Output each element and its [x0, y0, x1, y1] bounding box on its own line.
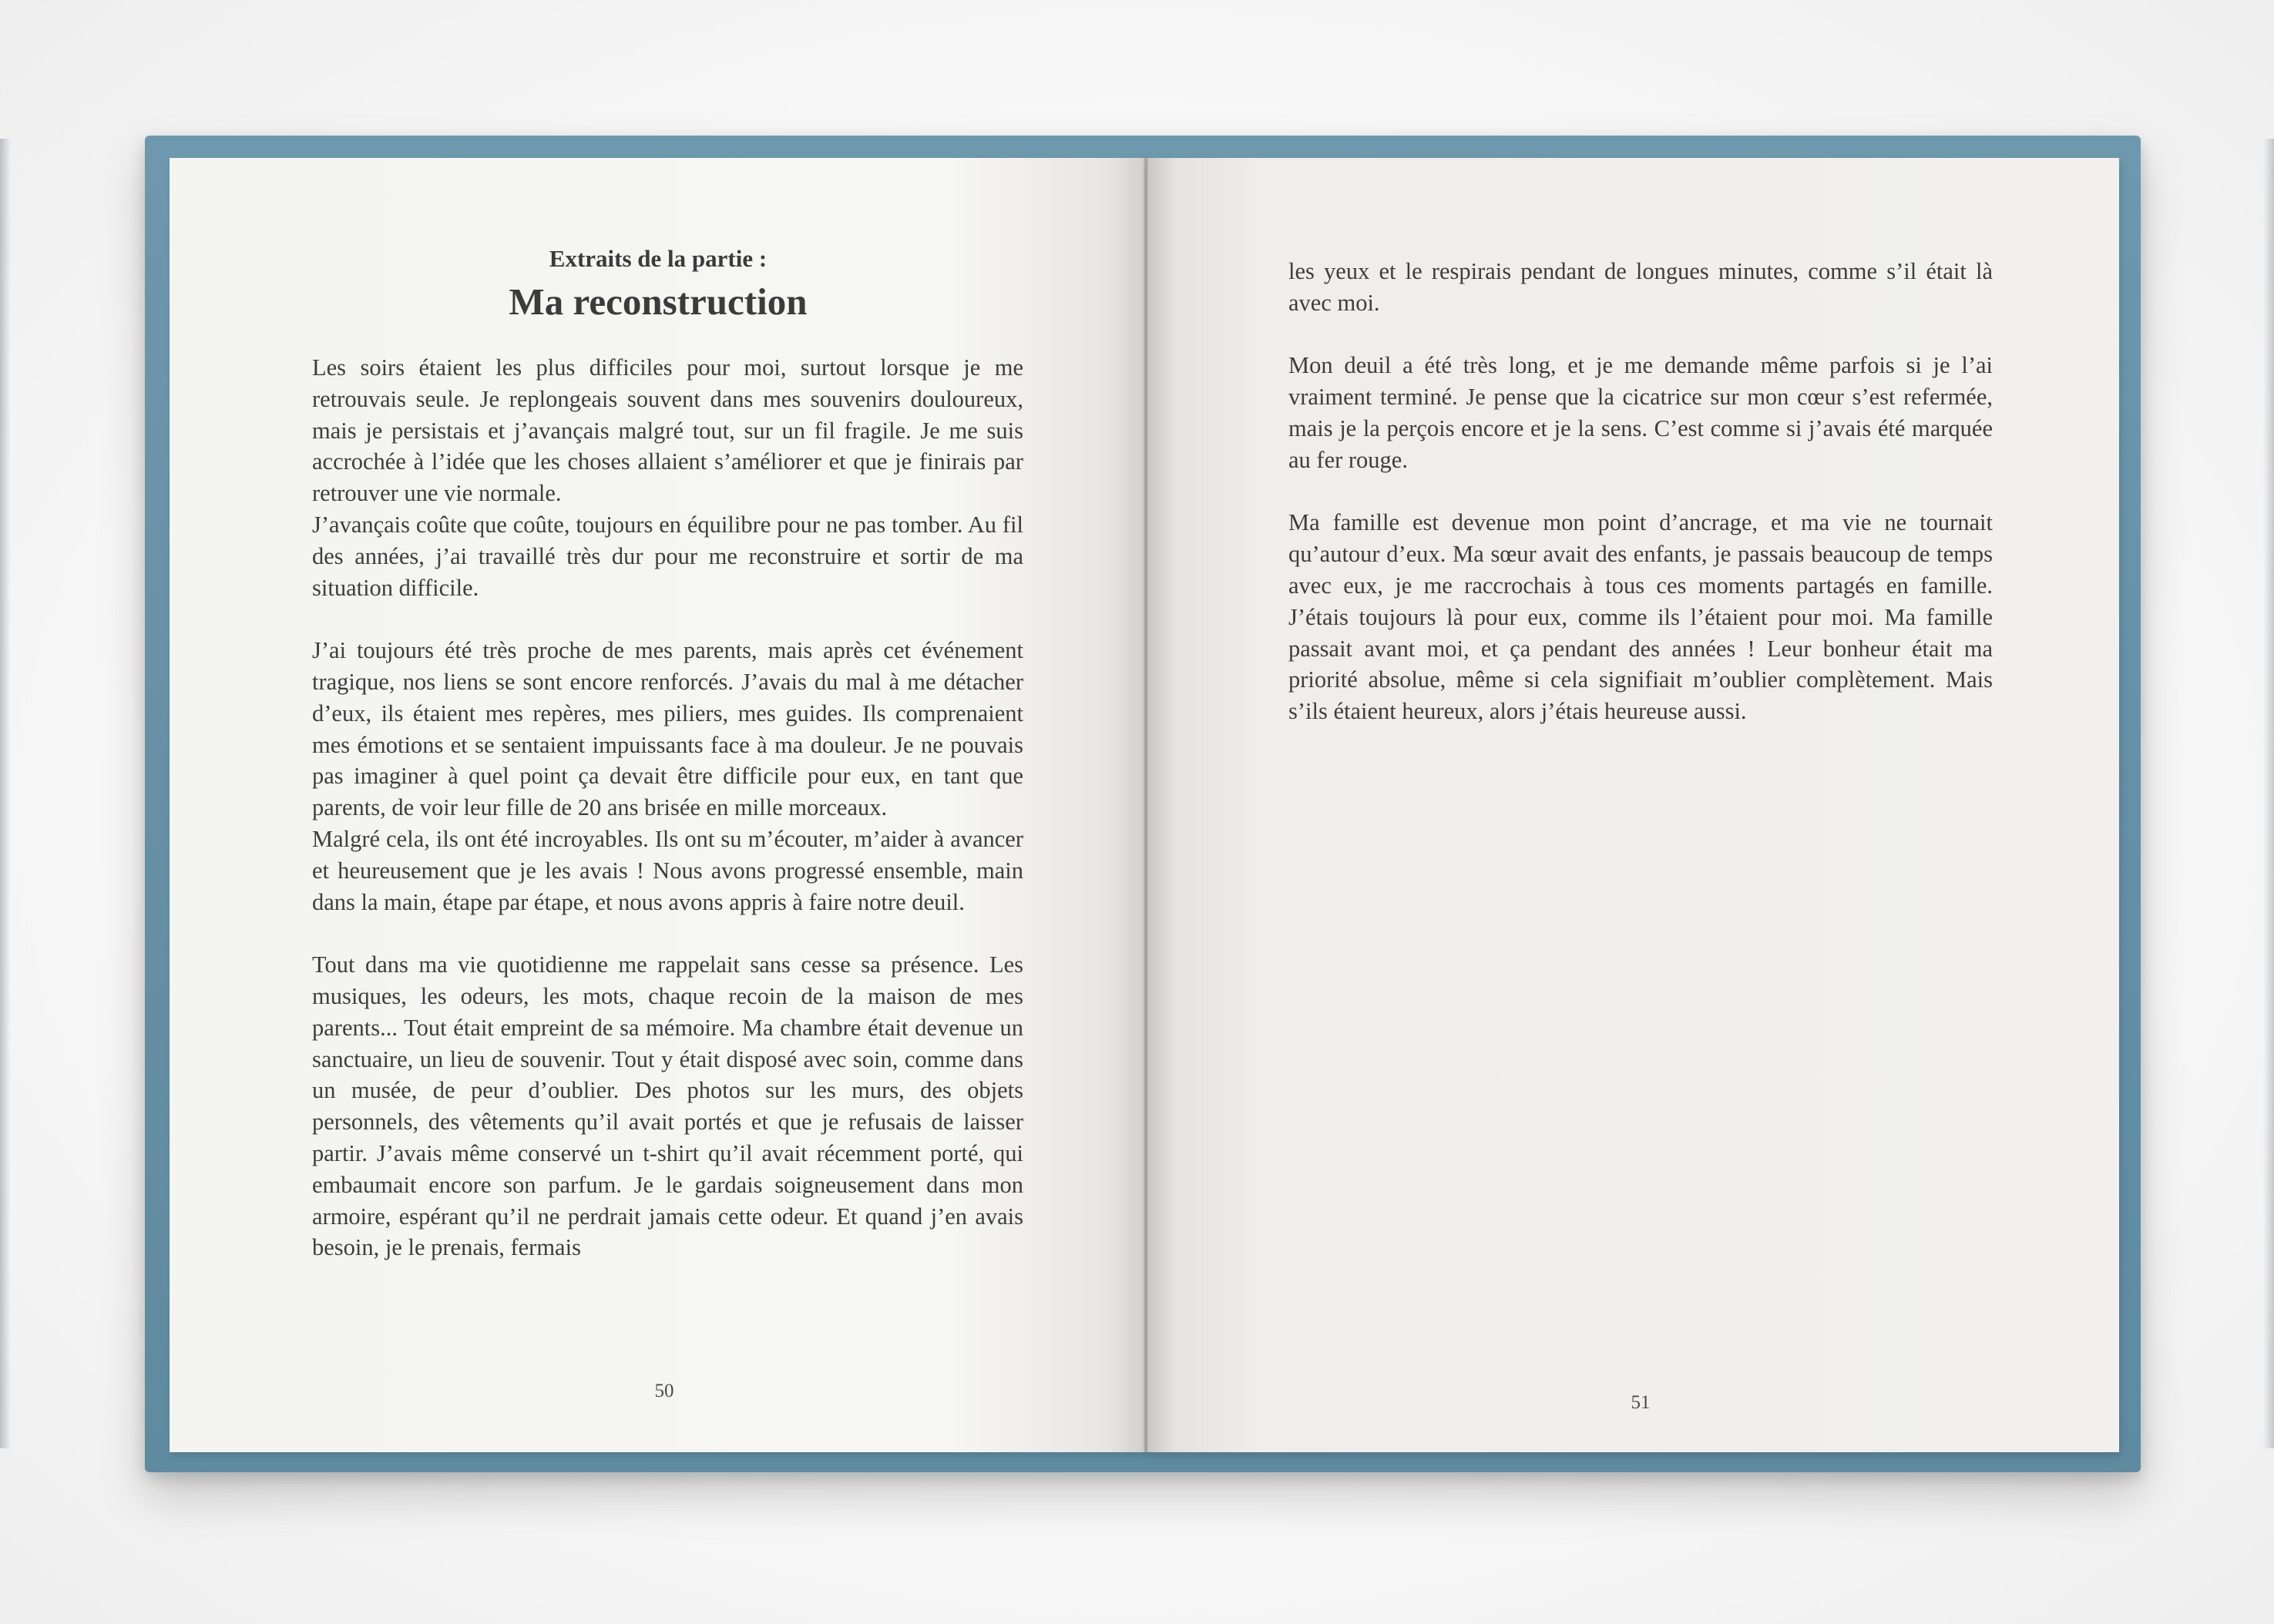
paragraph: J’ai toujours été très proche de mes parents, mais après cet événement tragique, nos liens se sont encore renforcés. J’avais du mal à me détacher d’eux, ils étaient mes repères, mes piliers, mes guides. Ils comprenaient mes émotions et se sentaient impuissants face à ma douleur. Je ne pouvais pas imaginer à quel point ça devait être difficile pour eux, en tant que parents, de voir leur fille de 20 ans brisée en mille morceaux.: [312, 637, 1023, 821]
right-page: [1147, 158, 2119, 1452]
paragraph: les yeux et le respirais pendant de longues minutes, comme s’il était là avec moi.: [1288, 258, 1993, 316]
left-page: [170, 158, 1147, 1452]
part-title: Ma reconstruction: [509, 280, 808, 323]
paragraph: Malgré cela, ils ont été incroyables. Ils ont su m’écouter, m’aider à avancer et heureusement que je les avais ! Nous avons progressé ensemble, main dans la main, étape par étape, et nous avons appris à faire notre deuil.: [312, 825, 1023, 915]
part-label: Extraits de la partie :: [549, 245, 768, 272]
right-page-body: [1288, 256, 1993, 759]
paragraph: Les soirs étaient les plus difficiles pour moi, surtout lorsque je me retrouvais seule. Je replongeais souvent dans mes souvenirs douloureux, mais je persistais et j’avançais malgré tout, sur un fil fragile. Je me suis accrochée à l’idée que les choses allaient s’améliorer et que je finirais par retrouver une vie normale.: [312, 354, 1023, 507]
left-page-body: [312, 352, 1023, 1295]
adjacent-book-edge-right: [2263, 139, 2274, 1448]
adjacent-book-edge-left: [0, 139, 11, 1448]
book-gutter: [1144, 158, 1148, 1452]
paragraph: J’avançais coûte que coûte, toujours en équilibre pour ne pas tomber. Au fil des années, j’ai travaillé très dur pour me reconstruire et sortir de ma situation difficile.: [312, 511, 1023, 601]
page-number: 50: [654, 1381, 674, 1401]
paragraph: Ma famille est devenue mon point d’ancrage, et ma vie ne tournait qu’autour d’eux. Ma sœur avait des enfants, je passais beaucoup de temps avec eux, je me raccrochais à tous ces moments partagés en famille. J’étais toujours là pour eux, comme ils l’étaient pour moi. Ma famille passait avant moi, et ça pendant des années ! Leur bonheur était ma priorité absolue, même si cela signifiait m’oublier complètement. Mais s’ils étaient heureux, alors j’étais heureuse aussi.: [1288, 509, 1993, 725]
paragraph: Tout dans ma vie quotidienne me rappelait sans cesse sa présence. Les musiques, les odeurs, les mots, chaque recoin de la maison de mes parents... Tout était empreint de sa mémoire. Ma chambre était devenue un sanctuaire, un lieu de souvenir. Tout y était disposé avec soin, comme dans un musée, de peur d’oublier. Des photos sur les murs, des objets personnels, des vêtements qu’il avait portés et que je refusais de laisser partir. J’avais même conservé un t-shirt qu’il avait récemment porté, qui embaumait encore son parfum. Je le gardais soigneusement dans mon armoire, espérant qu’il ne perdrait jamais cette odeur. Et quand j’en avais besoin, je le prenais, fermais: [312, 951, 1023, 1261]
page-number: 51: [1631, 1392, 1651, 1413]
paragraph: Mon deuil a été très long, et je me demande même parfois si je l’ai vraiment terminé. Je pense que la cicatrice sur mon cœur s’est refermée, mais je la perçois encore et je la sens. C’est comme si j’avais été marquée au fer rouge.: [1288, 352, 1993, 473]
